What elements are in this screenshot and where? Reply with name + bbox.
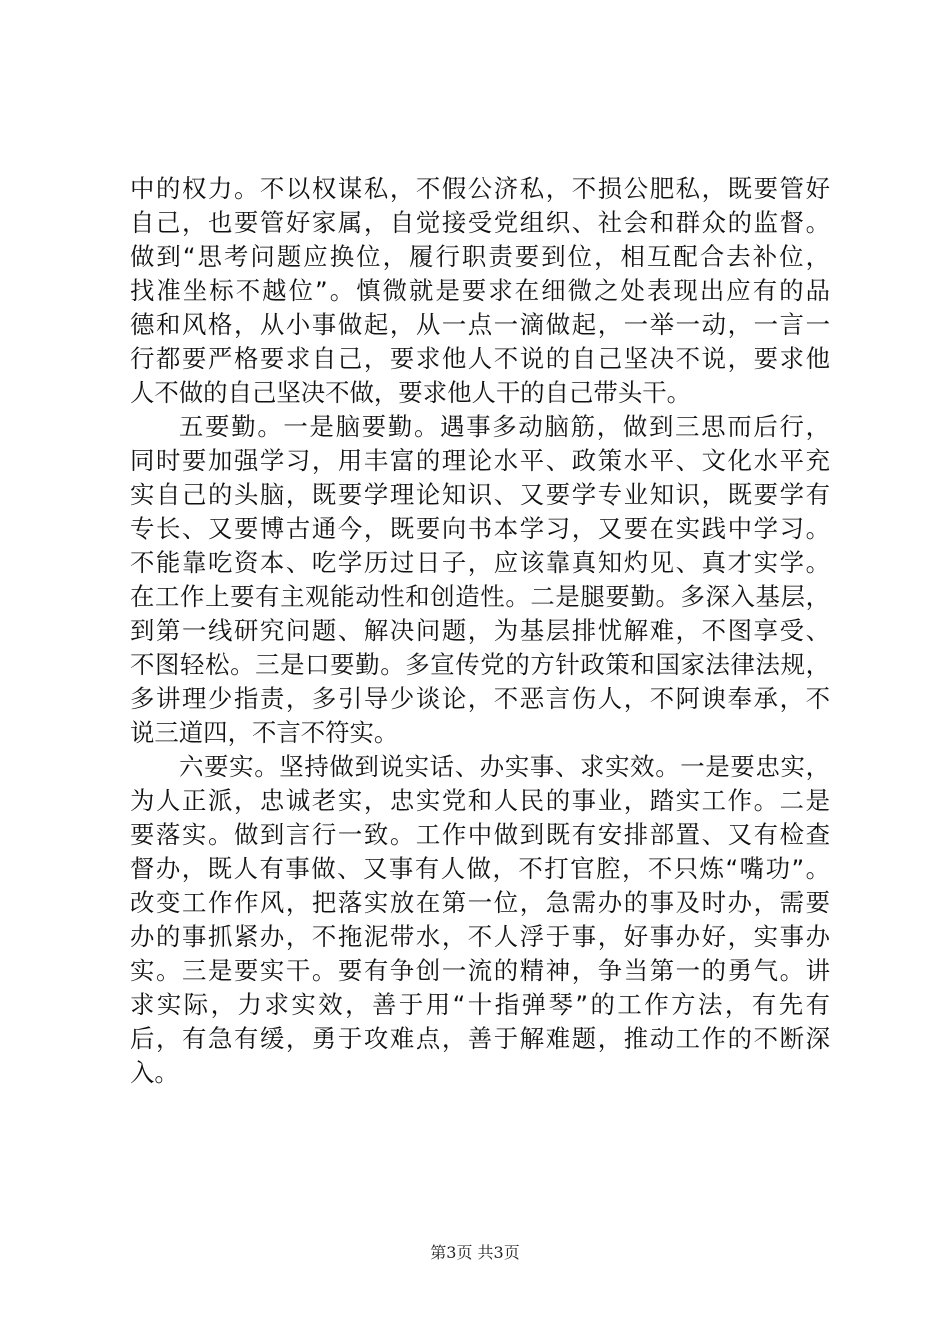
text-line: 自己，也要管好家属，自觉接受党组织、社会和群众的监督。 — [130, 208, 830, 237]
paragraph-first-line: 五要勤。一是脑要勤。遇事多动脑筋，做到三思而后行， — [179, 412, 830, 441]
text-line: 办的事抓紧办，不拖泥带水，不人浮于事，好事办好，实事办 — [130, 922, 830, 951]
text-line: 到第一线研究问题、解决问题，为基层排忧解难，不图享受、 — [130, 616, 830, 645]
text-line: 德和风格，从小事做起，从一点一滴做起，一举一动，一言一 — [130, 310, 830, 339]
text-line: 实。三是要实干。要有争创一流的精神，争当第一的勇气。讲 — [130, 956, 830, 985]
text-line: 改变工作作风，把落实放在第一位，急需办的事及时办，需要 — [130, 888, 830, 917]
text-line: 督办，既人有事做、又事有人做，不打官腔，不只炼“嘴功”。 — [130, 854, 830, 883]
text-line: 不图轻松。三是口要勤。多宣传党的方针政策和国家法律法规， — [130, 650, 830, 679]
page-number-footer: 第3页 共3页 — [430, 1243, 520, 1262]
text-line: 人不做的自己坚决不做，要求他人干的自己带头干。 — [130, 378, 691, 407]
text-line: 说三道四，不言不符实。 — [130, 718, 399, 747]
text-line: 求实际，力求实效，善于用“十指弹琴”的工作方法，有先有 — [130, 990, 830, 1019]
text-line: 入。 — [130, 1058, 179, 1087]
text-line: 同时要加强学习，用丰富的理论水平、政策水平、文化水平充 — [130, 446, 830, 475]
text-line: 后，有急有缓，勇于攻难点，善于解难题，推动工作的不断深 — [130, 1024, 830, 1053]
text-line: 在工作上要有主观能动性和创造性。二是腿要勤。多深入基层， — [130, 582, 830, 611]
text-line: 要落实。做到言行一致。工作中做到既有安排部置、又有检查 — [130, 820, 830, 849]
text-line: 不能靠吃资本、吃学历过日子，应该靠真知灼见、真才实学。 — [130, 548, 830, 577]
body-text — [130, 172, 830, 1090]
text-line: 实自己的头脑，既要学理论知识、又要学专业知识，既要学有 — [130, 480, 830, 509]
text-line: 中的权力。不以权谋私，不假公济私，不损公肥私，既要管好 — [130, 174, 830, 203]
text-line: 做到“思考问题应换位，履行职责要到位，相互配合去补位， — [130, 242, 830, 271]
text-line: 为人正派，忠诚老实，忠实党和人民的事业，踏实工作。二是 — [130, 786, 830, 815]
text-line: 多讲理少指责，多引导少谈论，不恶言伤人，不阿谀奉承，不 — [130, 684, 830, 713]
paragraph-first-line: 六要实。坚持做到说实话、办实事、求实效。一是要忠实， — [179, 752, 830, 781]
text-line: 行都要严格要求自己，要求他人不说的自己坚决不说，要求他 — [130, 344, 830, 373]
text-line: 找准坐标不越位”。慎微就是要求在细微之处表现出应有的品 — [130, 276, 830, 305]
text-line: 专长、又要博古通今，既要向书本学习，又要在实践中学习。 — [130, 514, 830, 543]
